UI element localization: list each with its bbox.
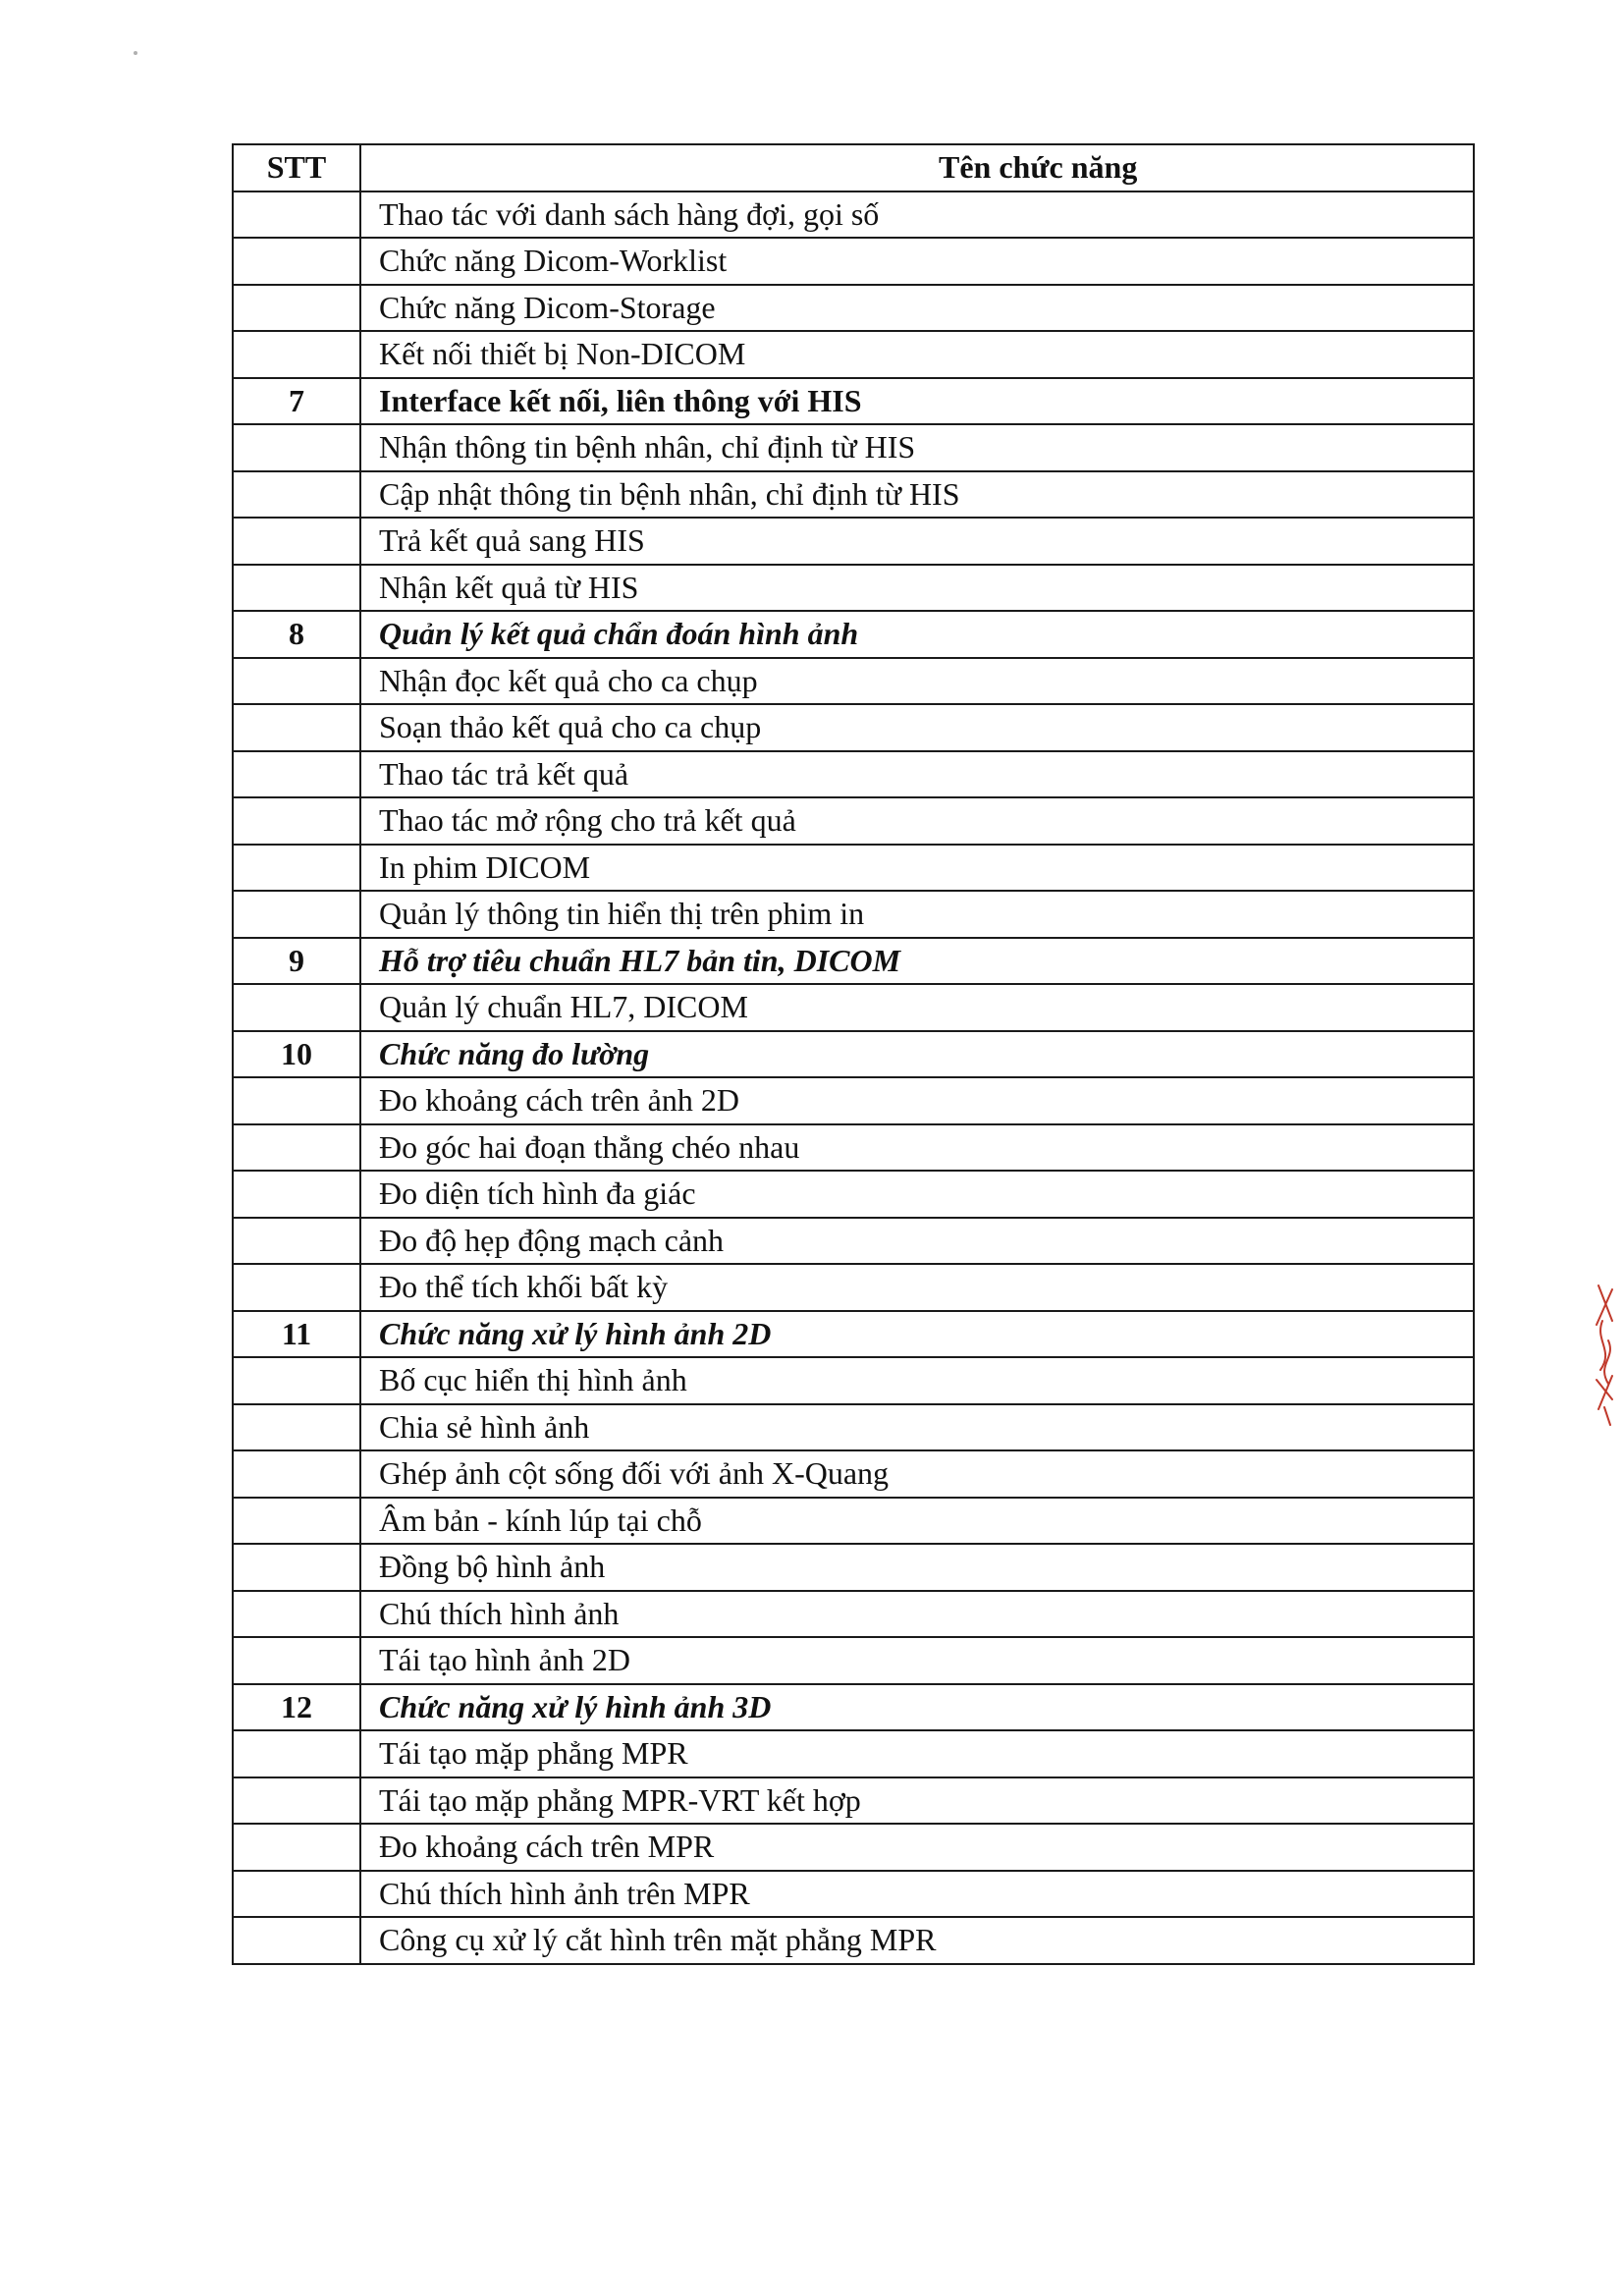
table-row: [233, 1124, 1474, 1172]
table-row: [233, 471, 1474, 519]
table-header-row: [233, 144, 1474, 191]
row-stt: [233, 1824, 360, 1871]
section-title: Hỗ trợ tiêu chuẩn HL7 bản tin, DICOM: [360, 938, 1474, 985]
table-row: [233, 611, 1474, 658]
table-row: [233, 797, 1474, 845]
function-name: Cập nhật thông tin bệnh nhân, chỉ định từ HIS: [360, 471, 1474, 519]
table-row: [233, 984, 1474, 1031]
function-name: Tái tạo hình ảnh 2D: [360, 1637, 1474, 1684]
row-stt: [233, 891, 360, 938]
table-row: [233, 1824, 1474, 1871]
row-stt: 11: [233, 1311, 360, 1358]
row-stt: [233, 1917, 360, 1964]
table-row: [233, 1218, 1474, 1265]
table-row: [233, 1871, 1474, 1918]
table-row: [233, 891, 1474, 938]
function-name: Đo góc hai đoạn thẳng chéo nhau: [360, 1124, 1474, 1172]
table-row: [233, 1450, 1474, 1498]
row-stt: [233, 1498, 360, 1545]
row-stt: [233, 845, 360, 892]
table-row: [233, 238, 1474, 285]
row-stt: [233, 751, 360, 798]
table-row: [233, 1684, 1474, 1731]
row-stt: 12: [233, 1684, 360, 1731]
row-stt: 7: [233, 378, 360, 425]
table-row: [233, 1171, 1474, 1218]
row-stt: [233, 285, 360, 332]
table-row: [233, 1544, 1474, 1591]
function-name: Trả kết quả sang HIS: [360, 518, 1474, 565]
table-body: [233, 191, 1474, 1964]
row-stt: [233, 471, 360, 519]
row-stt: [233, 1730, 360, 1777]
table-row: [233, 518, 1474, 565]
table-row: [233, 378, 1474, 425]
function-table: [232, 143, 1475, 1965]
function-name: Nhận thông tin bệnh nhân, chỉ định từ HIS: [360, 424, 1474, 471]
table-row: [233, 845, 1474, 892]
function-name: Kết nối thiết bị Non-DICOM: [360, 331, 1474, 378]
row-stt: [233, 1077, 360, 1124]
row-stt: 8: [233, 611, 360, 658]
table-row: [233, 424, 1474, 471]
row-stt: [233, 704, 360, 751]
function-name: Ghép ảnh cột sống đối với ảnh X-Quang: [360, 1450, 1474, 1498]
row-stt: 9: [233, 938, 360, 985]
function-name: Chức năng Dicom-Worklist: [360, 238, 1474, 285]
red-stamp-mark: [1593, 1282, 1616, 1429]
function-name: Âm bản - kính lúp tại chỗ: [360, 1498, 1474, 1545]
row-stt: [233, 1264, 360, 1311]
function-name: Tái tạo mặp phẳng MPR: [360, 1730, 1474, 1777]
row-stt: 10: [233, 1031, 360, 1078]
table-row: [233, 1777, 1474, 1825]
function-name: Chú thích hình ảnh trên MPR: [360, 1871, 1474, 1918]
table-row: [233, 331, 1474, 378]
table-row: [233, 1591, 1474, 1638]
function-name: Thao tác mở rộng cho trả kết quả: [360, 797, 1474, 845]
header-function-name: Tên chức năng: [360, 144, 1474, 191]
row-stt: [233, 565, 360, 612]
function-name: Đo thể tích khối bất kỳ: [360, 1264, 1474, 1311]
row-stt: [233, 1357, 360, 1404]
row-stt: [233, 238, 360, 285]
row-stt: [233, 1124, 360, 1172]
table-row: [233, 1264, 1474, 1311]
row-stt: [233, 658, 360, 705]
table-row: [233, 1637, 1474, 1684]
table-row: [233, 1404, 1474, 1451]
row-stt: [233, 1171, 360, 1218]
function-name: Công cụ xử lý cắt hình trên mặt phẳng MPR: [360, 1917, 1474, 1964]
row-stt: [233, 191, 360, 239]
function-name: Chức năng Dicom-Storage: [360, 285, 1474, 332]
function-name: Chia sẻ hình ảnh: [360, 1404, 1474, 1451]
row-stt: [233, 331, 360, 378]
row-stt: [233, 984, 360, 1031]
function-name: Đồng bộ hình ảnh: [360, 1544, 1474, 1591]
row-stt: [233, 1404, 360, 1451]
section-title: Quản lý kết quả chẩn đoán hình ảnh: [360, 611, 1474, 658]
function-name: Quản lý thông tin hiển thị trên phim in: [360, 891, 1474, 938]
table-row: [233, 1031, 1474, 1078]
table-row: [233, 658, 1474, 705]
function-name: Nhận đọc kết quả cho ca chụp: [360, 658, 1474, 705]
function-name: Soạn thảo kết quả cho ca chụp: [360, 704, 1474, 751]
function-name: In phim DICOM: [360, 845, 1474, 892]
table-row: [233, 1498, 1474, 1545]
function-name: Bố cục hiển thị hình ảnh: [360, 1357, 1474, 1404]
table-row: [233, 1917, 1474, 1964]
function-name: Đo khoảng cách trên ảnh 2D: [360, 1077, 1474, 1124]
function-name: Đo diện tích hình đa giác: [360, 1171, 1474, 1218]
table-row: [233, 285, 1474, 332]
table-row: [233, 565, 1474, 612]
row-stt: [233, 1544, 360, 1591]
row-stt: [233, 1637, 360, 1684]
row-stt: [233, 797, 360, 845]
row-stt: [233, 518, 360, 565]
row-stt: [233, 424, 360, 471]
row-stt: [233, 1450, 360, 1498]
section-title: Interface kết nối, liên thông với HIS: [360, 378, 1474, 425]
scan-speck: [134, 51, 137, 55]
row-stt: [233, 1777, 360, 1825]
function-name: Nhận kết quả từ HIS: [360, 565, 1474, 612]
row-stt: [233, 1871, 360, 1918]
function-name: Quản lý chuẩn HL7, DICOM: [360, 984, 1474, 1031]
header-stt: STT: [233, 144, 360, 191]
section-title: Chức năng xử lý hình ảnh 2D: [360, 1311, 1474, 1358]
table-row: [233, 1730, 1474, 1777]
function-name: Đo khoảng cách trên MPR: [360, 1824, 1474, 1871]
table-row: [233, 1357, 1474, 1404]
table-row: [233, 751, 1474, 798]
section-title: Chức năng xử lý hình ảnh 3D: [360, 1684, 1474, 1731]
table-row: [233, 191, 1474, 239]
table-row: [233, 938, 1474, 985]
row-stt: [233, 1591, 360, 1638]
section-title: Chức năng đo lường: [360, 1031, 1474, 1078]
table-row: [233, 704, 1474, 751]
table-row: [233, 1311, 1474, 1358]
function-name: Chú thích hình ảnh: [360, 1591, 1474, 1638]
table-row: [233, 1077, 1474, 1124]
function-name: Đo độ hẹp động mạch cảnh: [360, 1218, 1474, 1265]
function-name: Thao tác với danh sách hàng đợi, gọi số: [360, 191, 1474, 239]
row-stt: [233, 1218, 360, 1265]
function-name: Thao tác trả kết quả: [360, 751, 1474, 798]
function-name: Tái tạo mặp phẳng MPR-VRT kết hợp: [360, 1777, 1474, 1825]
